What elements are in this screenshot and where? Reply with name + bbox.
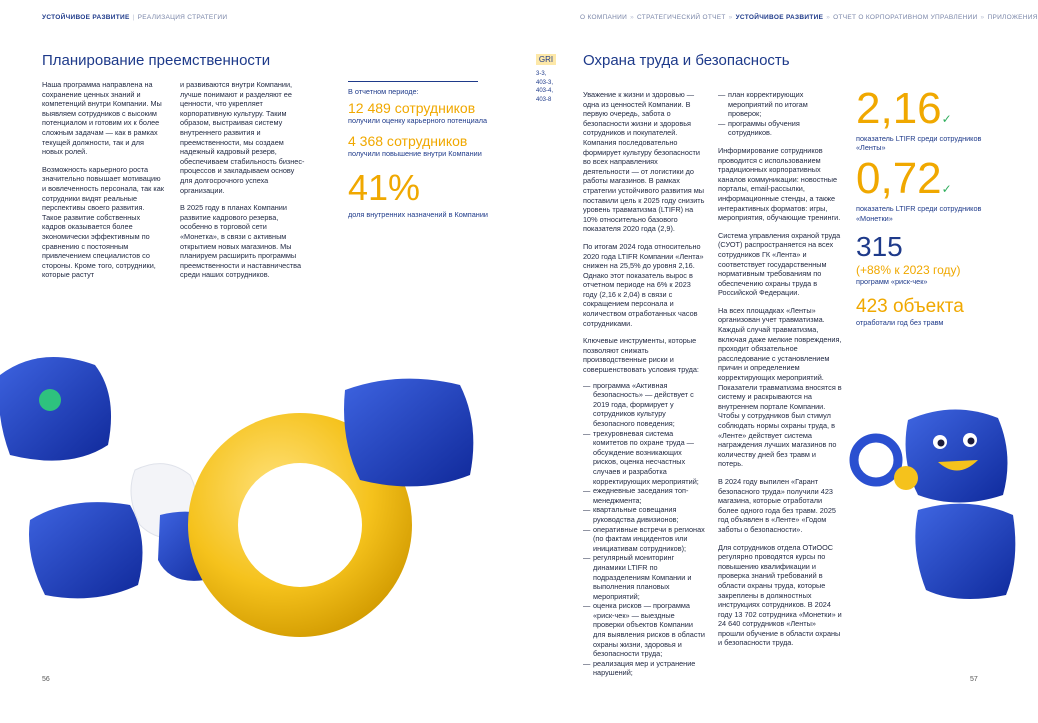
stat-caption: программ «риск-чек» bbox=[856, 276, 928, 286]
check-icon: ✓ bbox=[941, 112, 952, 126]
paragraph: Уважение к жизни и здоровью — одна из ценностей Компании. В первую очередь, забота о безопасности жизни и здоровья сотрудников и покупателей. Компания последовательно формирует культуру безопасности во всех направлениях деятельности — от логистики до работы магазинов. В рамках стратегии устойчивого развития мы поставили цель к 2025 году снизить уровень травматизма (LTIFR) на 10% относительно базового показателя 2020 года (2,9). bbox=[583, 90, 705, 234]
left-stats-block bbox=[348, 87, 488, 220]
paragraph: Возможность карьерного роста значительно повышает мотивацию и вовлеченность персонала, так как сотрудники видят реальные перспективы своего развития. Такое развитие собственных кадров оказывается более экономически эффективным по сравнению с постоянным привлечением специалистов со стороны. Кроме того, сотрудники, которые растут bbox=[42, 164, 164, 280]
paragraph: Система управления охраной труда (СУОТ) распространяется на всех сотрудников ГК «Лента» и соответствует государственным нормативным требованиям по обеспечению охраны труда в Российской Федерации. bbox=[718, 230, 841, 298]
left-column-2 bbox=[180, 80, 306, 288]
stat-caption: показатель LTIFR среди сотрудников «Ленты» bbox=[856, 134, 982, 153]
left-running-header: УСТОЙЧИВОЕ РАЗВИТИЕ | РЕАЛИЗАЦИЯ СТРАТЕГИИ bbox=[42, 14, 228, 21]
stat-caption: получили повышение внутри Компании bbox=[348, 149, 482, 159]
blue-cube-shape bbox=[29, 502, 143, 598]
gri-codes bbox=[536, 70, 553, 104]
header-section[interactable]: УСТОЙЧИВОЕ РАЗВИТИЕ bbox=[42, 14, 130, 21]
list-item: — программа «Активная безопасность» — действует с 2019 года, формирует у сотрудников культуру безопасного поведения; bbox=[583, 381, 705, 429]
check-icon: ✓ bbox=[941, 182, 952, 197]
green-ball-shape bbox=[39, 389, 61, 411]
right-column-2 bbox=[718, 90, 842, 656]
list-item: — регулярный мониторинг динамики LTIFR по подразделениям Компании и выполнения плановых мероприятий; bbox=[583, 553, 705, 601]
nav-sustainability[interactable]: УСТОЙЧИВОЕ РАЗВИТИЕ bbox=[735, 14, 824, 21]
paragraph: По итогам 2024 года относительно 2020 года LTIFR Компании «Лента» снижен на 25,5% до уровня 2,16. Однако этот показатель вырос в отчетном периоде на 6% к 2023 году (2,16 к 2,04) в связи с сокращением персонала и количеством отработанных часов сотрудниками. bbox=[583, 241, 704, 328]
list-item: — трехуровневая система комитетов по охране труда — обсуждение возникающих рисков, оценка несчастных случаев и разработка корректирующих мероприятий; bbox=[583, 429, 705, 487]
nav-about[interactable]: О КОМПАНИИ bbox=[580, 14, 628, 21]
gri-code: 3-3, bbox=[536, 71, 547, 77]
stat-value-ltifr-lenta: 2,16 bbox=[856, 84, 942, 133]
tools-list bbox=[583, 381, 705, 678]
page-title-safety: Охрана труда и безопасность bbox=[583, 52, 790, 69]
header-subsection[interactable]: РЕАЛИЗАЦИЯ СТРАТЕГИИ bbox=[137, 14, 228, 21]
paragraph: Для сотрудников отдела ОТиООС регулярно проводятся курсы по повышению квалификации и проверка знаний требований в области охраны труда, которые закреплены в должностных инструкциях сотрудников. В 2024 году 13 702 сотрудника «Монетки» и 24 640 сотрудников «Ленты» прошли обучение в области охраны и безопасности труда. bbox=[718, 542, 842, 648]
list-item: — программы обучения сотрудников. bbox=[718, 119, 842, 138]
page-number-right: 57 bbox=[970, 676, 978, 683]
list-item: — оперативные встречи в регионах (по фактам инцидентов или инициативам сотрудников); bbox=[583, 525, 705, 554]
pupil-shape bbox=[968, 438, 975, 445]
stat-subvalue: (+88% к 2023 году) bbox=[856, 262, 961, 277]
blue-cube-shape bbox=[915, 504, 1015, 599]
page-number-left: 56 bbox=[42, 676, 50, 683]
stat-value-sites: 423 объекта bbox=[856, 296, 964, 318]
ring-hole-shape bbox=[238, 463, 362, 587]
page-title-succession: Планирование преемственности bbox=[42, 52, 271, 69]
paragraph: В 2025 году в планах Компании развитие кадрового резерва, особенно в торговой сети «Монетка», в связи с активным открытием новых магазинов. Мы планируем расширить программы преемственности и наставничества среди наших сотрудников. bbox=[180, 203, 302, 280]
paragraph: и развиваются внутри Компании, лучше понимают и разделяют ее ценности, что укрепляет корпоративную культуру. Таким образом, выстраивая систему внутреннего развития и преемственности, мы создаем надежный кадровый резерв, обеспечиваем стабильность бизнес-процессов и закладываем основу для долгосрочного успеха организации. bbox=[180, 80, 305, 195]
paragraph: На всех площадках «Ленты» организован учет травматизма. Каждый случай травматизма, включая даже мелкие повреждения, проходит обязательное расследование с установлением причин и определением корректирующих мероприятий. Показатели травматизма вносятся в систему и раскрываются на внутреннем портале Компании. Чтобы у сотрудников был стимул соблюдать нормы охраны труда, в «Ленте» действует система награждения лучших магазинов по количеству дней без травм и потерь. bbox=[718, 305, 842, 469]
paragraph: Наша программа направлена на сохранение ценных знаний и компетенций внутри Компании. Мы выявляем сотрудников с высоким потенциалом и готовим их к более сложным задачам — как в рамках текущей должности, так и для новых ролей. bbox=[42, 80, 162, 157]
nav-corporate-governance[interactable]: ОТЧЕТ О КОРПОРАТИВНОМ УПРАВЛЕНИИ bbox=[833, 14, 978, 21]
right-stats-block bbox=[856, 84, 986, 327]
yellow-ball-shape bbox=[894, 466, 918, 490]
list-item: — оценка рисков — программа «риск-чек» — выездные проверки объектов Компании для выявления рисков в области охраны жизни, здоровья и безопасности труда; bbox=[583, 601, 705, 659]
stat-caption: получили оценку карьерного потенциала bbox=[348, 116, 488, 125]
pupil-shape bbox=[938, 440, 945, 447]
stat-caption: отработали год без травм bbox=[856, 318, 944, 328]
tools-list-continued bbox=[718, 90, 842, 138]
stat-caption: показатель LTIFR среди сотрудников «Монетки» bbox=[856, 204, 982, 223]
gri-code: 403-3, bbox=[536, 79, 554, 86]
nav-strategic-report[interactable]: СТРАТЕГИЧЕСКИЙ ОТЧЕТ bbox=[637, 14, 726, 21]
left-column-1 bbox=[42, 80, 164, 288]
list-item: — реализация мер и устранение нарушений; bbox=[583, 659, 705, 678]
list-item: — квартальные совещания руководства дивизионов; bbox=[583, 505, 705, 524]
stat-value-internal-appointments: 41% bbox=[348, 167, 421, 209]
inflatable-toys-illustration bbox=[0, 355, 560, 685]
stats-divider bbox=[348, 81, 478, 82]
stat-value-promotions: 4 368 сотрудников bbox=[348, 133, 468, 150]
blue-cube-shape bbox=[344, 379, 473, 487]
right-running-header: О КОМПАНИИ » СТРАТЕГИЧЕСКИЙ ОТЧЕТ » УСТОЙЧИВОЕ РАЗВИТИЕ » ОТЧЕТ О КОРПОРАТИВНОМ УПРАВЛЕНИИ » ПРИЛОЖЕНИЯ bbox=[580, 14, 1038, 21]
blue-ring-shape bbox=[854, 438, 898, 482]
gri-label: GRI bbox=[536, 54, 556, 65]
paragraph: Информирование сотрудников проводится с использованием традиционных корпоративных каналов коммуникации: новостные порталы, email-рассылки, информационные стенды, а также интерактивных форматов: игры, мероприятия, обучающие тренинги. bbox=[718, 145, 841, 223]
gri-code: 403-4, bbox=[536, 88, 554, 94]
blue-character-illustration bbox=[848, 400, 1024, 600]
paragraph: Ключевые инструменты, которые позволяют снижать производственные риски и совершенствовать условия труда: bbox=[583, 336, 699, 375]
stat-value-risk-check: 315 bbox=[856, 230, 903, 262]
gri-code: 403-8 bbox=[536, 96, 552, 103]
stats-lead: В отчетном периоде: bbox=[348, 87, 419, 96]
paragraph: В 2024 году выпилен «Гарант безопасного труда» получили 423 магазина, которые отработали более одного года без травм. 2025 год объявлен в «Ленте» «Годом заботы о безопасности». bbox=[718, 476, 836, 534]
list-item: — план корректирующих мероприятий по итогам проверок; bbox=[718, 90, 842, 119]
blue-cube-shape bbox=[906, 409, 1008, 502]
stat-value-career-assessment: 12 489 сотрудников bbox=[348, 100, 476, 116]
list-item: — ежедневные заседания топ-менеджмента; bbox=[583, 486, 705, 505]
right-column-1 bbox=[583, 90, 705, 678]
nav-appendices[interactable]: ПРИЛОЖЕНИЯ bbox=[987, 14, 1038, 21]
stat-value-ltifr-monetka: 0,72 bbox=[856, 154, 942, 204]
stat-caption: доля внутренних назначений в Компании bbox=[348, 210, 488, 220]
